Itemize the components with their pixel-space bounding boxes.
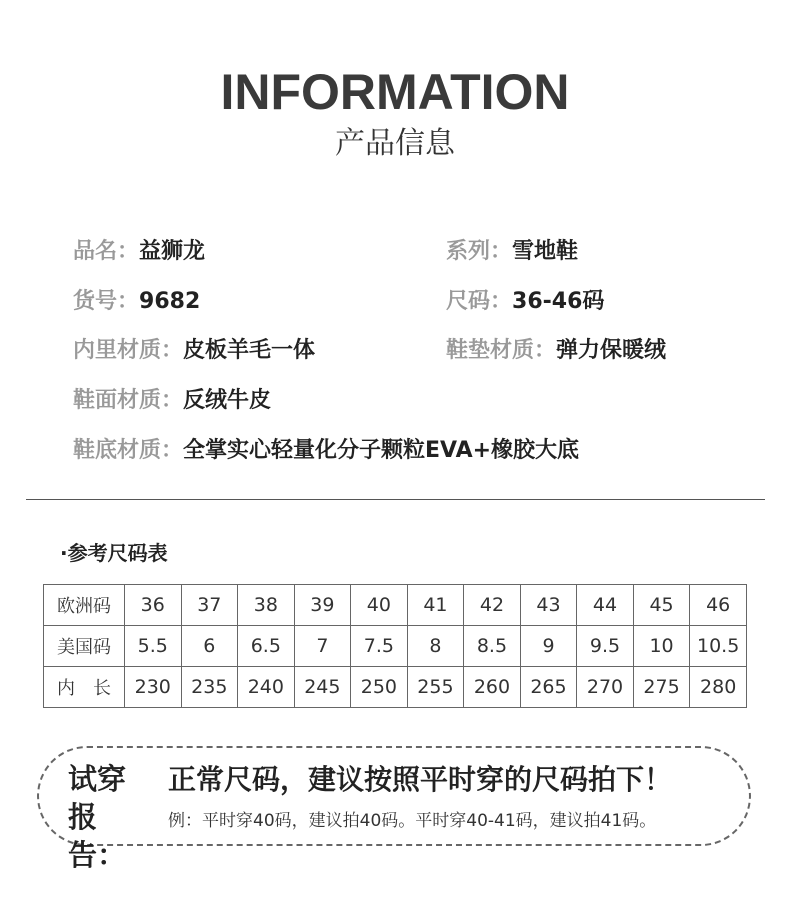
table-cell: 38 <box>238 585 295 626</box>
info-upper-label: 鞋面材质： <box>73 388 184 413</box>
info-upper-value: 反绒牛皮 <box>183 388 272 413</box>
table-cell: 8.5 <box>464 626 521 667</box>
info-insole <box>446 336 666 366</box>
info-brand <box>73 237 205 267</box>
table-cell: 41 <box>407 585 464 626</box>
table-cell: 42 <box>464 585 521 626</box>
table-cell: 36 <box>125 585 182 626</box>
info-sole-value: 全掌实心轻量化分子颗粒EVA+橡胶大底 <box>183 438 580 463</box>
table-cell: 6 <box>181 626 238 667</box>
table-row <box>44 585 747 626</box>
table-cell: 240 <box>238 667 295 708</box>
info-upper <box>73 386 271 416</box>
size-chart-heading: ·参考尺码表 <box>60 541 168 565</box>
page-subtitle: 产品信息 <box>335 126 455 161</box>
table-cell: 45 <box>633 585 690 626</box>
info-series-label: 系列： <box>446 239 513 264</box>
fitting-report-label <box>68 760 148 874</box>
info-insole-value: 弹力保暖绒 <box>556 338 667 363</box>
table-cell: 7 <box>294 626 351 667</box>
info-item-value: 9682 <box>139 289 201 314</box>
table-cell: 235 <box>181 667 238 708</box>
info-sole-label: 鞋底材质： <box>73 438 184 463</box>
section-divider <box>26 499 765 500</box>
row-header-inner-length: 内 长 <box>44 667 125 708</box>
table-cell: 255 <box>407 667 464 708</box>
fitting-report-main: 正常尺码，建议按照平时穿的尺码拍下！ <box>168 763 673 796</box>
info-series-value: 雪地鞋 <box>512 239 579 264</box>
table-cell: 265 <box>520 667 577 708</box>
table-cell: 245 <box>294 667 351 708</box>
table-row <box>44 626 747 667</box>
table-cell: 39 <box>294 585 351 626</box>
info-size <box>446 287 604 317</box>
info-lining-value: 皮板羊毛一体 <box>183 338 316 363</box>
fitting-report-label-line1: 试穿 <box>68 762 127 796</box>
table-cell: 44 <box>577 585 634 626</box>
table-cell: 260 <box>464 667 521 708</box>
info-insole-label: 鞋垫材质： <box>446 338 557 363</box>
table-cell: 7.5 <box>351 626 408 667</box>
table-cell: 43 <box>520 585 577 626</box>
info-lining <box>73 336 315 366</box>
fitting-report-note: 例：平时穿40码，建议拍40码。平时穿40-41码，建议拍41码。 <box>168 811 657 831</box>
info-brand-value: 益狮龙 <box>139 239 206 264</box>
table-cell: 9 <box>520 626 577 667</box>
info-item-number <box>73 287 200 317</box>
info-item-label: 货号： <box>73 289 140 314</box>
info-brand-label: 品名： <box>73 239 140 264</box>
table-cell: 280 <box>690 667 747 708</box>
row-header-us: 美国码 <box>44 626 125 667</box>
info-sole <box>73 436 579 466</box>
info-lining-label: 内里材质： <box>73 338 184 363</box>
info-size-label: 尺码： <box>446 289 513 314</box>
table-cell: 8 <box>407 626 464 667</box>
table-cell: 10 <box>633 626 690 667</box>
table-cell: 250 <box>351 667 408 708</box>
table-cell: 46 <box>690 585 747 626</box>
table-cell: 9.5 <box>577 626 634 667</box>
table-cell: 5.5 <box>125 626 182 667</box>
table-cell: 230 <box>125 667 182 708</box>
table-cell: 40 <box>351 585 408 626</box>
table-cell: 37 <box>181 585 238 626</box>
row-header-eu: 欧洲码 <box>44 585 125 626</box>
table-row <box>44 667 747 708</box>
table-cell: 10.5 <box>690 626 747 667</box>
table-cell: 270 <box>577 667 634 708</box>
page-title: INFORMATION <box>220 64 570 120</box>
fitting-report-label-line2: 报告： <box>68 800 127 872</box>
table-cell: 6.5 <box>238 626 295 667</box>
table-cell: 275 <box>633 667 690 708</box>
info-series <box>446 237 578 267</box>
size-chart-table <box>43 584 747 708</box>
info-size-value: 36-46码 <box>512 289 605 314</box>
